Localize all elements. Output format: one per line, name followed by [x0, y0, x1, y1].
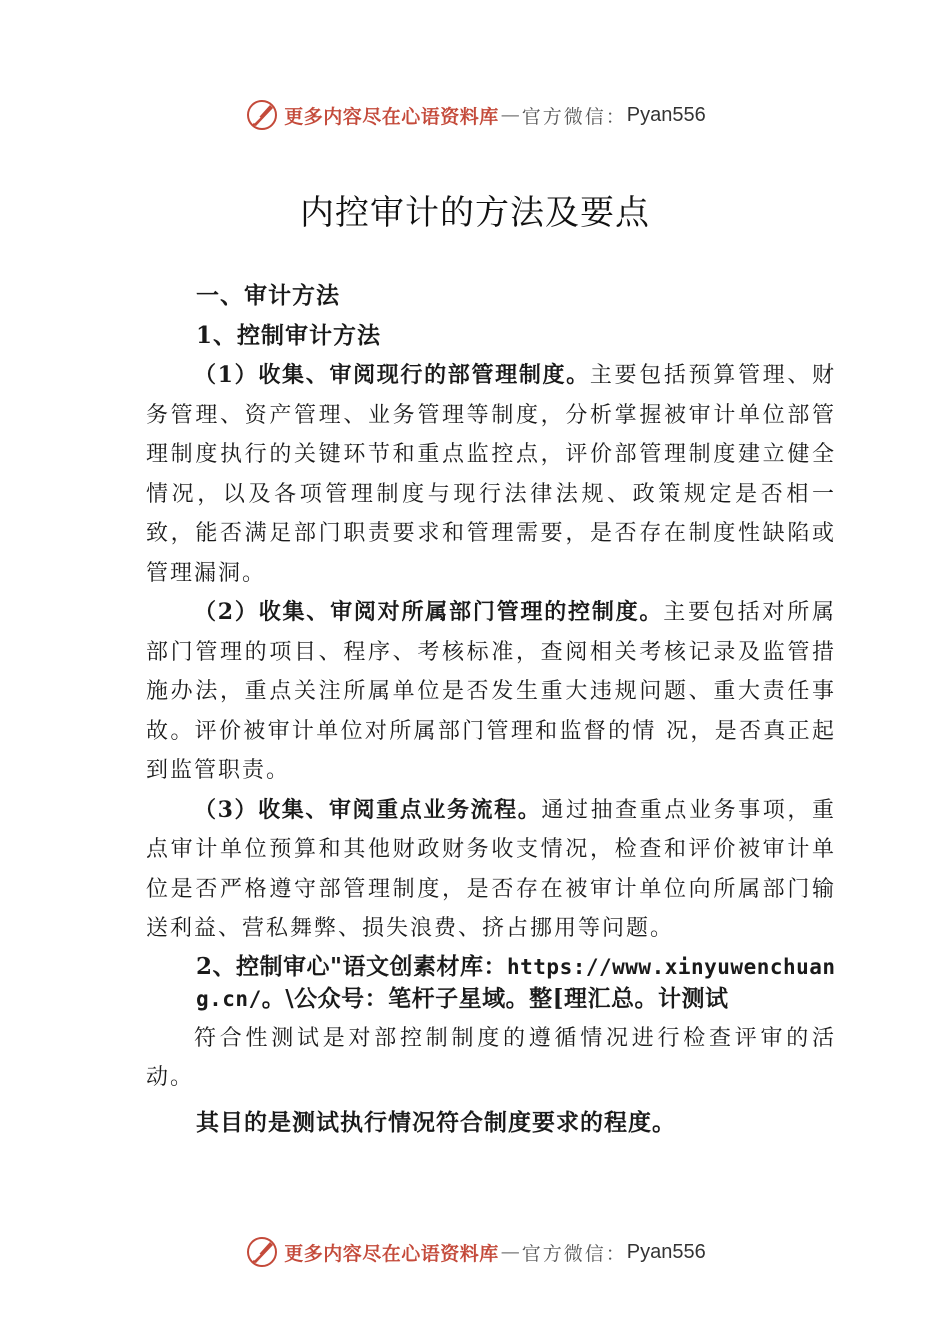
paragraph-1	[146, 356, 836, 593]
heading-2-part2: 。\公众号：笔杆子星域。整[理汇总。计测试	[261, 984, 729, 1012]
paragraph-3-lead: （3）收集、审阅重点业务流程。	[194, 796, 542, 823]
footer-banner	[0, 1232, 950, 1272]
banner-wechat-id: Pyan556	[626, 103, 706, 126]
page-title: 内控审计的方法及要点	[300, 193, 650, 233]
subsection-heading-1: 1、控制审计方法	[196, 322, 382, 349]
banner-wechat-label: 官方微信：	[521, 105, 627, 128]
banner-wechat-label: 官方微信：	[521, 1242, 627, 1265]
paragraph-2	[146, 593, 836, 791]
document-body	[146, 276, 836, 1144]
paragraph-1-body: 主要包括预算管理、财务管理、资产管理、业务管理等制度，分析掌握被审计单位部管理制度执行的关键环节和重点监控点，评价部管理制度建立健全情况，以及各项管理制度与现行法律法规、政策规定是否相一致，能否满足部门职责要求和管理需要，是否存在制度性缺陷或管理漏洞。	[146, 363, 836, 586]
paragraph-5-bold: 其目的是测试执行情况符合制度要求的程度。	[196, 1108, 676, 1136]
paragraph-4: 符合性测试是对部控制制度的遵循情况进行检查评审的活动。	[146, 1025, 836, 1090]
banner-dash: —	[500, 104, 520, 126]
paragraph-2-body: 主要包括对所属部门管理的项目、程序、考核标准，查阅相关考核记录及监管措施办法，重点关注所属单位是否发生重大违规问题、重大责任事故。评价被审计单位对所属部门管理和监督的情 况，是否真正起到监管职责。	[146, 600, 836, 783]
subsection-heading-2	[146, 951, 836, 1015]
banner-wechat-id: Pyan556	[626, 1240, 706, 1263]
banner-main-text: 更多内容尽在心语资料库	[284, 105, 499, 128]
heading-2-url-link[interactable]: https://www.xinyuwenchuang.cn/	[196, 954, 836, 1011]
quill-logo-icon	[244, 97, 280, 133]
paragraph-1-lead: （1）收集、审阅现行的部管理制度。	[194, 362, 590, 388]
banner-dash: —	[500, 1241, 520, 1263]
header-banner	[0, 95, 950, 135]
section-heading-1: 一、审计方法	[196, 282, 340, 309]
paragraph-2-lead: （2）收集、审阅对所属部门管理的控制度。	[194, 599, 664, 625]
heading-2-part1: 2、控制审心"语文创素材库：	[196, 952, 507, 980]
paragraph-3	[146, 791, 836, 949]
banner-main-text: 更多内容尽在心语资料库	[284, 1242, 499, 1265]
quill-logo-icon	[244, 1234, 280, 1270]
paragraph-3-body: 通过抽查重点业务事项，重点审计单位预算和其他财政财务收支情况，检查和评价被审计单位是否严格遵守部管理制度，是否存在被审计单位向所属部门输送利益、营私舞弊、损失浪费、挤占挪用等问题。	[146, 797, 836, 941]
